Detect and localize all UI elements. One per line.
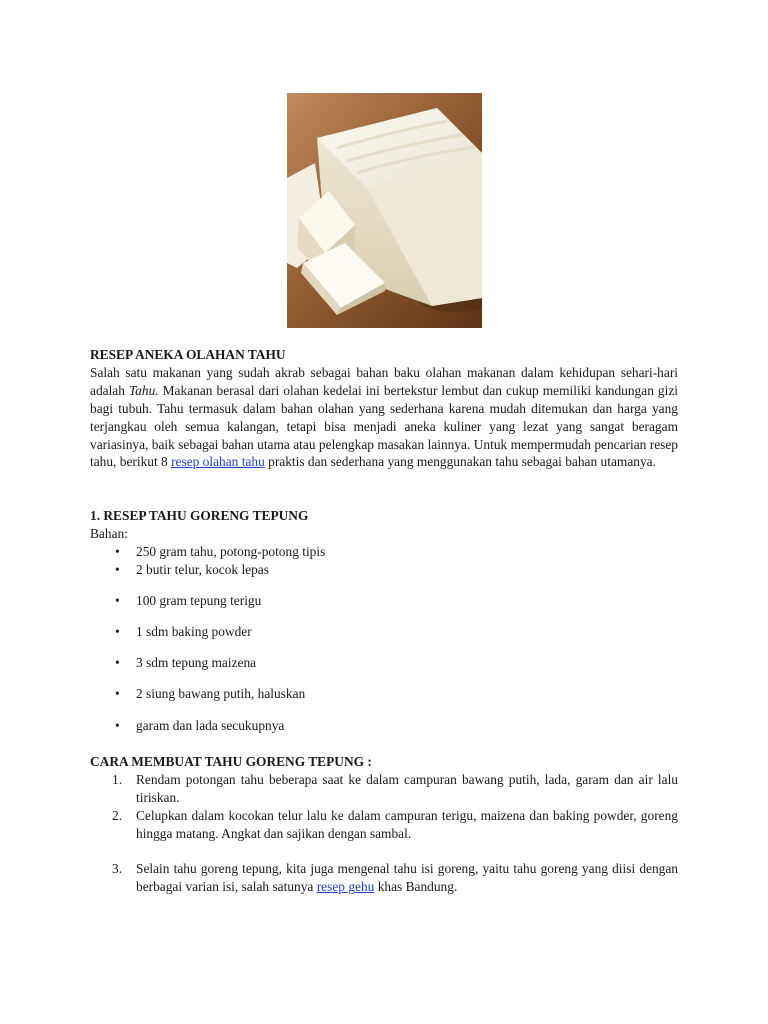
bullet-icon: •: [115, 592, 120, 608]
list-item: • 250 gram tahu, potong-potong tipis: [115, 543, 326, 559]
page-title: RESEP ANEKA OLAHAN TAHU: [90, 347, 286, 362]
list-item: • 2 butir telur, kocok lepas: [115, 561, 269, 577]
tofu-illustration: [287, 93, 482, 328]
bullet-icon: •: [115, 717, 120, 733]
list-item: • garam dan lada secukupnya: [115, 717, 285, 733]
step-number: 1.: [112, 771, 123, 787]
method-heading: CARA MEMBUAT TAHU GORENG TEPUNG :: [90, 754, 372, 769]
intro-paragraph: [90, 364, 678, 471]
intro-text-1: Salah satu makanan yang sudah akrab sebagai bahan baku olahan makanan dalam kehidupan sehari-hari adalah: [90, 364, 678, 398]
step-number: 2.: [112, 807, 123, 823]
link-resep-gehu[interactable]: resep gehu: [316, 879, 375, 895]
intro-text-2: Makanan berasal dari olahan kedelai ini bertekstur lembut dan cukup memiliki kandungan gizi bagi tubuh. Tahu termasuk dalam bahan olahan yang sederhana karena mudah ditemukan dan harga yang terjangkau oleh semua kalangan, tetapi bisa menjadi aneka kuliner yang lezat yang sangat beragam variasinya, baik sebagai bahan utama atau pelengkap masakan lainnya. Untuk mempermudah pencarian resep tahu, berikut 8: [90, 382, 678, 470]
link-resep-olahan-tahu[interactable]: resep olahan tahu: [171, 454, 265, 470]
list-item: 3. Selain tahu goreng tepung, kita juga mengenal tahu isi goreng, yaitu tahu goreng yang diisi dengan berbagai varian isi, salah satunya resep gehu khas Bandung.: [112, 861, 678, 895]
method-section: [90, 753, 678, 896]
list-item: • 1 sdm baking powder: [115, 624, 252, 640]
intro-text-3: praktis dan sederhana yang menggunakan tahu sebagai bahan utamanya.: [264, 454, 656, 470]
recipe-heading: 1. RESEP TAHU GORENG TEPUNG: [90, 508, 309, 523]
bullet-icon: •: [115, 624, 120, 640]
recipe-section: [90, 507, 678, 735]
list-item: • 100 gram tepung terigu: [115, 592, 262, 608]
bullet-icon: •: [115, 686, 120, 702]
step-list: [90, 771, 678, 896]
bullet-icon: •: [115, 543, 120, 559]
article-intro: [90, 346, 678, 471]
ingredient-list: [90, 543, 678, 735]
bullet-icon: •: [115, 561, 120, 577]
list-item: 1. Rendam potongan tahu beberapa saat ke dalam campuran bawang putih, lada, garam dan air lalu tiriskan.: [112, 771, 678, 805]
bullet-icon: •: [115, 655, 120, 671]
list-item: • 2 siung bawang putih, haluskan: [115, 686, 306, 702]
intro-italic: Tahu.: [128, 382, 159, 398]
list-item: • 3 sdm tepung maizena: [115, 655, 257, 671]
list-item: 2. Celupkan dalam kocokan telur lalu ke dalam campuran terigu, maizena dan baking powder, goreng hingga matang. Angkat dan sajikan dengan sambal.: [112, 807, 678, 841]
bahan-label: Bahan:: [90, 525, 128, 541]
tofu-photo: [287, 93, 482, 328]
step-number: 3.: [112, 861, 123, 877]
